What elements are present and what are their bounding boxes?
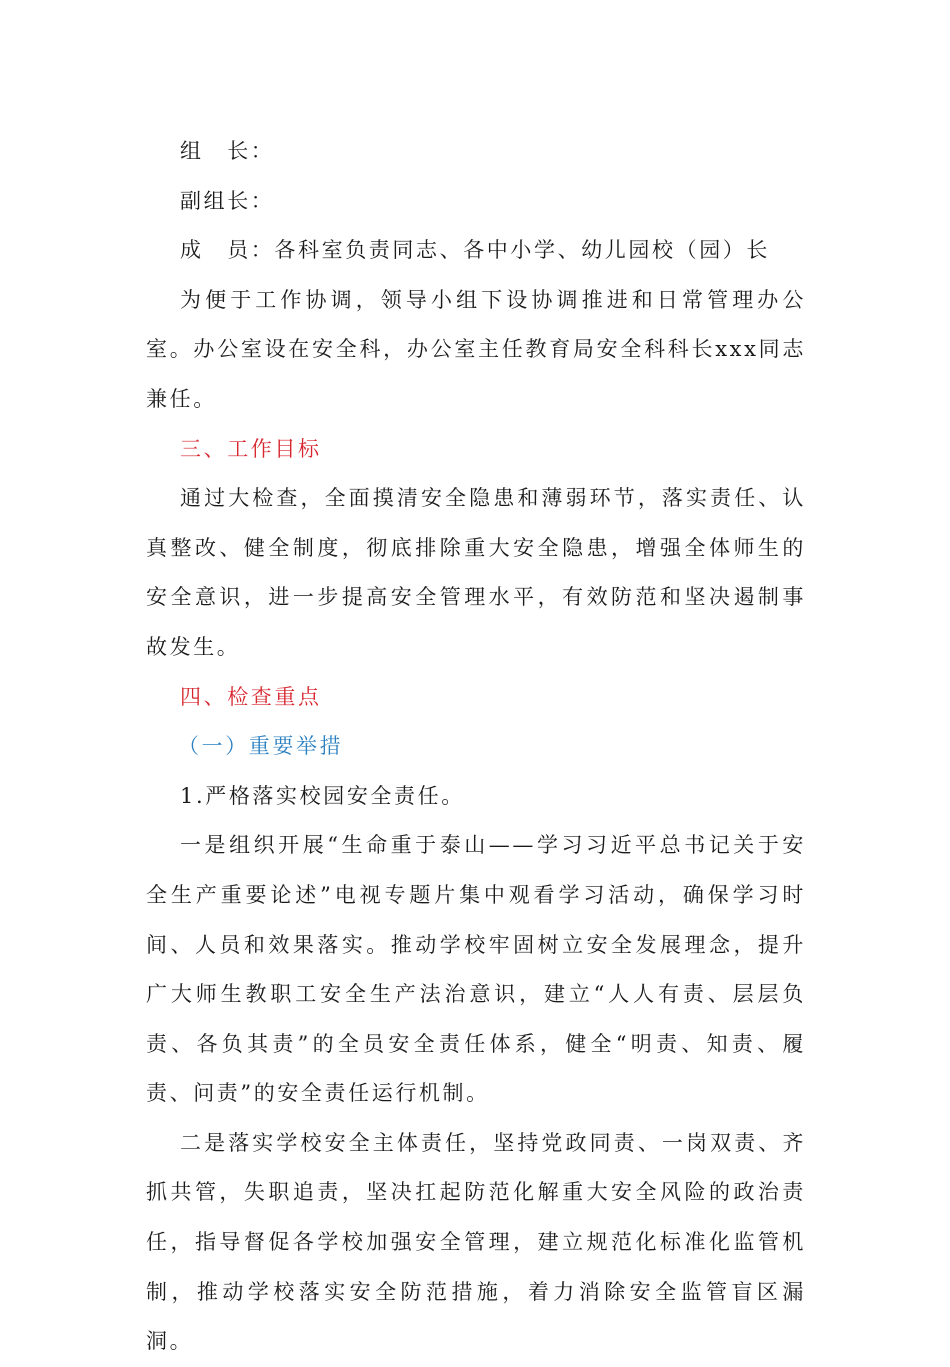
work-goals-paragraph: 通过大检查，全面摸清安全隐患和薄弱环节，落实责任、认真整改、健全制度，彻底排除重大安全隐患，增强全体师生的安全意识，进一步提高安全管理水平，有效防范和坚决遏制事故发生。 bbox=[146, 486, 806, 659]
leader-line: 组 长： bbox=[180, 139, 275, 163]
office-paragraph: 为便于工作协调，领导小组下设协调推进和日常管理办公室。办公室设在安全科，办公室主任教育局安全科科长xxx同志兼任。 bbox=[146, 287, 806, 411]
section-heading-work-goals: 三、工作目标 bbox=[180, 436, 322, 461]
members-line: 成 员：各科室负责同志、各中小学、幼儿园校（园）长 bbox=[180, 238, 770, 263]
paragraph-item1-second: 二是落实学校安全主体责任，坚持党政同责、一岗双责、齐抓共管，失职追责，坚决扛起防范化解重大安全风险的政治责任，指导督促各学校加强安全管理，建立规范化标准化监管机制，推动学校落实安全防范措施，着力消除安全监管盲区漏洞。 bbox=[146, 1130, 806, 1354]
document-body bbox=[146, 127, 806, 1367]
deputy-leader-line: 副组长： bbox=[180, 188, 275, 213]
item-heading-campus-safety: 1.严格落实校园安全责任。 bbox=[180, 783, 465, 808]
section-heading-inspection-focus: 四、检查重点 bbox=[180, 684, 322, 709]
paragraph-item1-first: 一是组织开展“生命重于泰山——学习习近平总书记关于安全生产重要论述”电视专题片集中观看学习活动，确保学习时间、人员和效果落实。推动学校牢固树立安全发展理念，提升广大师生教职工安全生产法治意识，建立“人人有责、层层负责、各负其责”的全员安全责任体系，健全“明责、知责、履责、问责”的安全责任运行机制。 bbox=[146, 833, 806, 1106]
subsection-heading-key-measures: （一）重要举措 bbox=[178, 734, 344, 759]
